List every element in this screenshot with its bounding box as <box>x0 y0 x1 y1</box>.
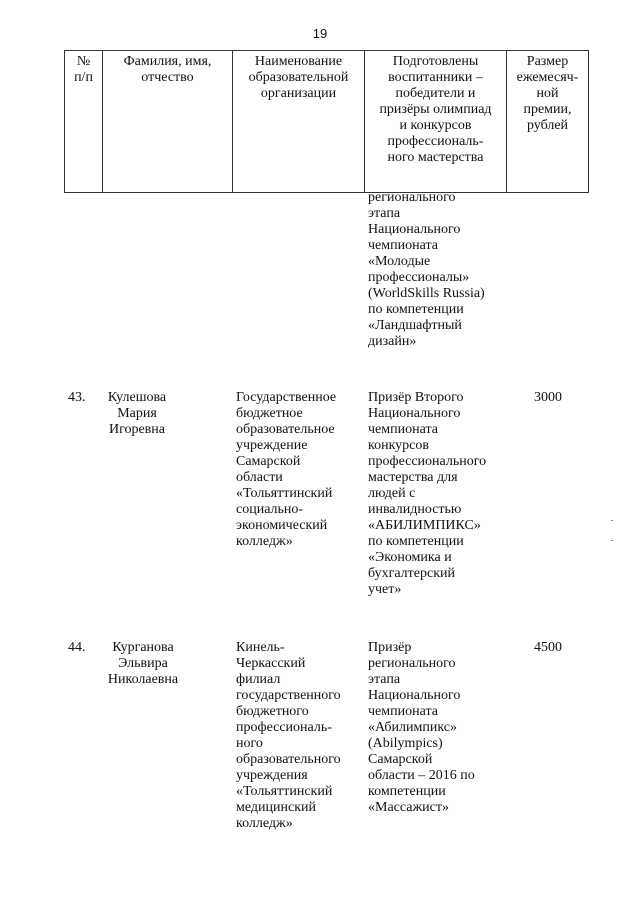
continued-award-text: регионального этапа Национального чемпионата «Молодые профессионалы» (WorldSkills Russia) по компетенции «Ландшафтный дизайн» <box>368 190 485 349</box>
row-organization: Кинель- Черкасский филиал государственного бюджетного профессиональ- ного образовательного учреждения «Тольяттинский медицинский колледж» <box>236 640 341 831</box>
table-header-row <box>65 51 589 193</box>
header-bonus-amount: Размер ежемесяч- ной премии, рублей <box>507 51 589 193</box>
row-organization: Государственное бюджетное образовательное учреждение Самарской области «Тольяттинский социально- экономический колледж» <box>236 390 337 549</box>
row-full-name: Кулешова Мария Игоревна <box>107 390 167 437</box>
row-number: 44. <box>68 640 86 655</box>
scan-speck <box>611 540 613 541</box>
header-achievements: Подготовлены воспитанники – победители и призёры олимпиад и конкурсов профессиональ- ного мастерства <box>365 51 507 193</box>
header-full-name: Фамилия, имя, отчество <box>103 51 233 193</box>
row-bonus-amount: 4500 <box>534 640 562 655</box>
row-bonus-amount: 3000 <box>534 390 562 405</box>
row-achievement: Призёр Второго Национального чемпионата конкурсов профессионального мастерства для людей с инвалидностью «АБИЛИМПИКС» по компетенции «Экономика и бухгалтерский учет» <box>368 390 487 597</box>
header-organization: Наименование образовательной организации <box>233 51 365 193</box>
page-number: 19 <box>312 26 328 41</box>
scan-speck <box>611 520 613 521</box>
header-number: № п/п <box>65 51 103 193</box>
table-header <box>64 50 589 193</box>
row-number: 43. <box>68 390 86 405</box>
row-full-name: Курганова Эльвира Николаевна <box>107 640 179 687</box>
row-achievement: Призёр регионального этапа Национального чемпионата «Абилимпикс» (Abilympics) Самарской области – 2016 по компетенции «Массажист» <box>368 640 475 815</box>
